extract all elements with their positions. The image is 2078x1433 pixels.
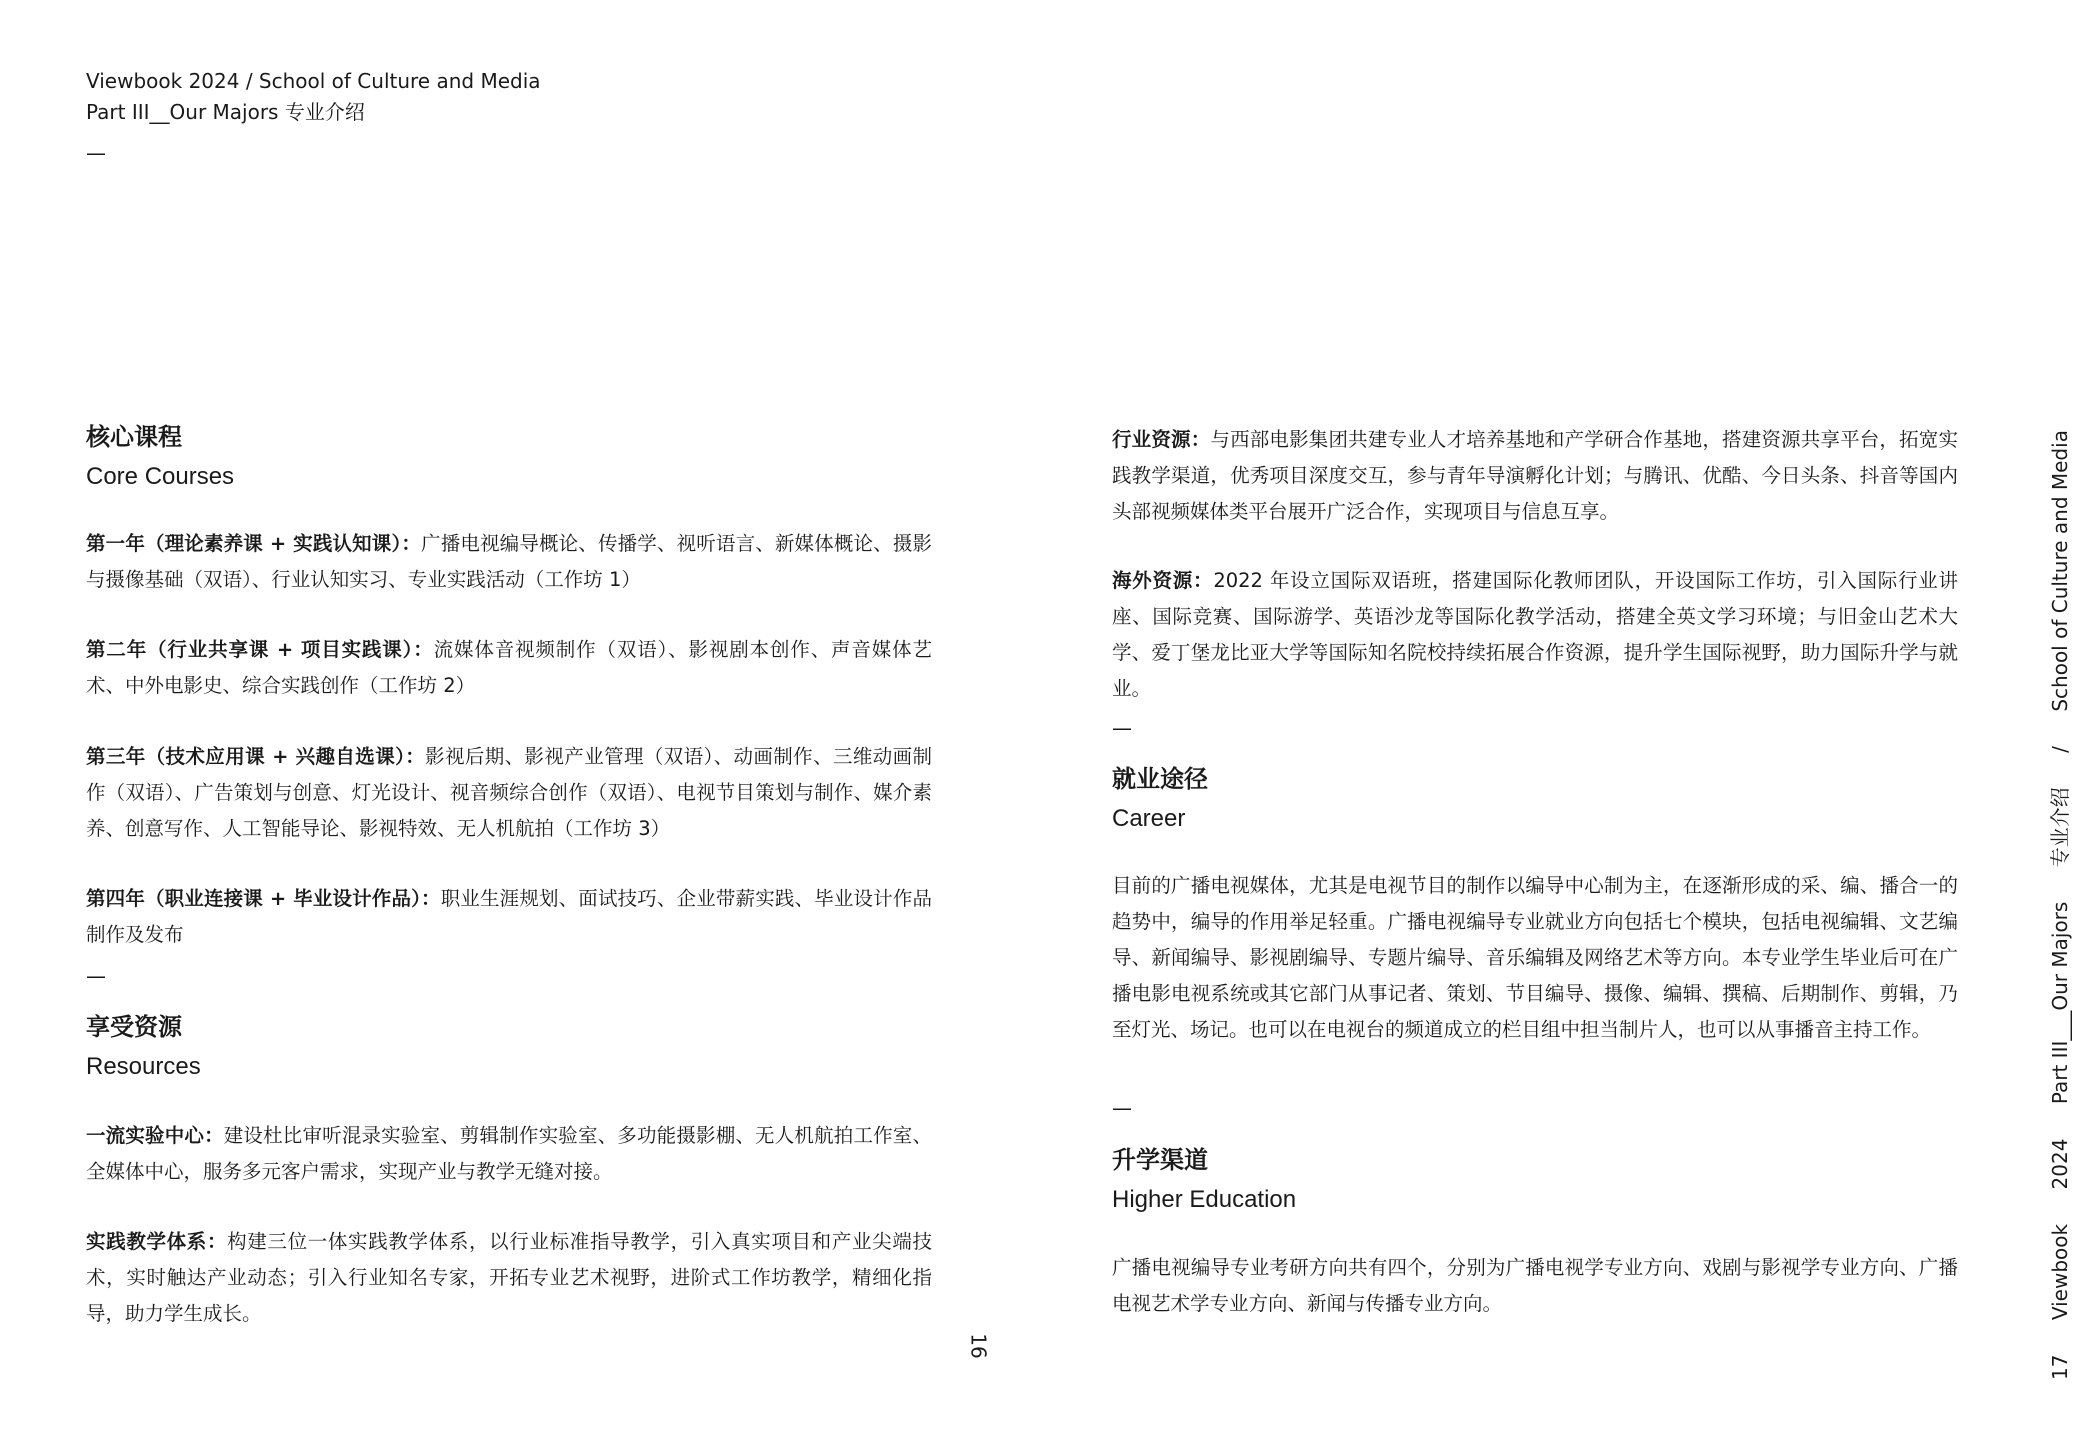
year-4-label: 第四年（职业连接课 + 毕业设计作品）：: [86, 887, 441, 910]
core-courses-title-en: Core Courses: [86, 463, 235, 490]
core-courses-title-zh: 核心课程: [86, 423, 182, 451]
core-year-4: [86, 881, 932, 953]
higher-education-text: 广播电视编导专业考研方向共有四个，分别为广播电视学专业方向、戏剧与影视学专业方向、广播电视艺术学专业方向、新闻与传播专业方向。: [1112, 1256, 1958, 1315]
sidebar-part-zh: 专业介绍: [2048, 787, 2072, 868]
career-body: [1112, 868, 1958, 1048]
higher-education-section: [1112, 1143, 1958, 1217]
core-courses-section: [86, 420, 932, 494]
resources-section: [86, 1010, 932, 1084]
year-4-text: 职业生涯规划、面试技巧、企业带薪实践、毕业设计作品制作及发布: [86, 887, 932, 946]
practice-label: 实践教学体系：: [86, 1230, 228, 1253]
higher-education-title-zh: 升学渠道: [1112, 1146, 1208, 1174]
header-line-2: Part III__Our Majors 专业介绍: [86, 100, 365, 124]
sidebar-page-number: 17: [2048, 1354, 2072, 1380]
right-divider-1: —: [1112, 716, 1132, 740]
core-year-2: [86, 632, 932, 704]
sidebar-school: School of Culture and Media: [2048, 430, 2072, 712]
industry-label: 行业资源：: [1112, 428, 1211, 451]
year-3-label: 第三年（技术应用课 + 兴趣自选课）：: [86, 745, 426, 768]
year-2-label: 第二年（行业共享课 + 项目实践课）：: [86, 638, 434, 661]
vertical-running-header: [2006, 430, 2072, 1380]
core-year-3: [86, 739, 932, 847]
page-number-16: 16: [966, 1333, 991, 1359]
resources-title-zh: 享受资源: [86, 1013, 182, 1041]
sidebar-viewbook: Viewbook: [2048, 1223, 2072, 1321]
resource-practice: [86, 1224, 932, 1332]
resource-overseas: [1112, 563, 1958, 707]
year-3-text: 影视后期、影视产业管理（双语）、动画制作、三维动画制作（双语）、广告策划与创意、灯光设计、视音频综合创作（双语）、电视节目策划与制作、媒介素养、创意写作、人工智能导论、影视特效、无人机航拍（工作坊 3）: [86, 745, 932, 840]
right-divider-2: —: [1112, 1096, 1132, 1120]
overseas-text: 2022 年设立国际双语班，搭建国际化教师团队，开设国际工作坊，引入国际行业讲座、国际竞赛、国际游学、英语沙龙等国际化教学活动，搭建全英文学习环境；与旧金山艺术大学、爱丁堡龙比亚大学等国际知名院校持续拓展合作资源，提升学生国际视野，助力国际升学与就业。: [1112, 569, 1958, 700]
year-2-text: 流媒体音视频制作（双语）、影视剧本创作、声音媒体艺术、中外电影史、综合实践创作（工作坊 2）: [86, 638, 932, 697]
lab-text: 建设杜比审听混录实验室、剪辑制作实验室、多功能摄影棚、无人机航拍工作室、全媒体中心，服务多元客户需求，实现产业与教学无缝对接。: [86, 1124, 932, 1183]
higher-education-body: [1112, 1250, 1958, 1322]
header-line-1: Viewbook 2024 / School of Culture and Media: [86, 69, 541, 93]
sidebar-slash: /: [2048, 746, 2072, 753]
overseas-label: 海外资源：: [1112, 569, 1214, 592]
year-1-label: 第一年（理论素养课 + 实践认知课）：: [86, 532, 422, 555]
career-section: [1112, 762, 1958, 836]
sidebar-year: 2024: [2048, 1138, 2072, 1190]
career-text: 目前的广播电视媒体，尤其是电视节目的制作以编导中心制为主，在逐渐形成的采、编、播合一的趋势中，编导的作用举足轻重。广播电视编导专业就业方向包括七个模块，包括电视编辑、文艺编导、新闻编导、影视剧编导、专题片编导、音乐编辑及网络艺术等方向。本专业学生毕业后可在广播电影电视系统或其它部门从事记者、策划、节目编导、摄像、编辑、撰稿、后期制作、剪辑，乃至灯光、场记。也可以在电视台的频道成立的栏目组中担当制片人，也可以从事播音主持工作。: [1112, 874, 1958, 1041]
career-title-en: Career: [1112, 805, 1186, 832]
higher-education-title-en: Higher Education: [1112, 1186, 1297, 1213]
industry-text: 与西部电影集团共建专业人才培养基地和产学研合作基地，搭建资源共享平台，拓宽实践教学渠道，优秀项目深度交互，参与青年导演孵化计划；与腾讯、优酷、今日头条、抖音等国内头部视频媒体类平台展开广泛合作，实现项目与信息互享。: [1112, 428, 1958, 523]
resource-industry: [1112, 422, 1958, 530]
header-dash: —: [86, 141, 106, 165]
resources-title-en: Resources: [86, 1053, 201, 1080]
core-year-1: [86, 526, 932, 598]
year-1-text: 广播电视编导概论、传播学、视听语言、新媒体概论、摄影与摄像基础（双语）、行业认知实习、专业实践活动（工作坊 1）: [86, 532, 932, 591]
page-header: [86, 66, 541, 169]
lab-label: 一流实验中心：: [86, 1124, 224, 1147]
resource-lab: [86, 1118, 932, 1190]
left-divider: —: [86, 964, 106, 988]
sidebar-part: Part III___Our Majors: [2048, 901, 2072, 1105]
career-title-zh: 就业途径: [1112, 765, 1208, 793]
practice-text: 构建三位一体实践教学体系，以行业标准指导教学，引入真实项目和产业尖端技术，实时触达产业动态；引入行业知名专家，开拓专业艺术视野，进阶式工作坊教学，精细化指导，助力学生成长。: [86, 1230, 932, 1325]
